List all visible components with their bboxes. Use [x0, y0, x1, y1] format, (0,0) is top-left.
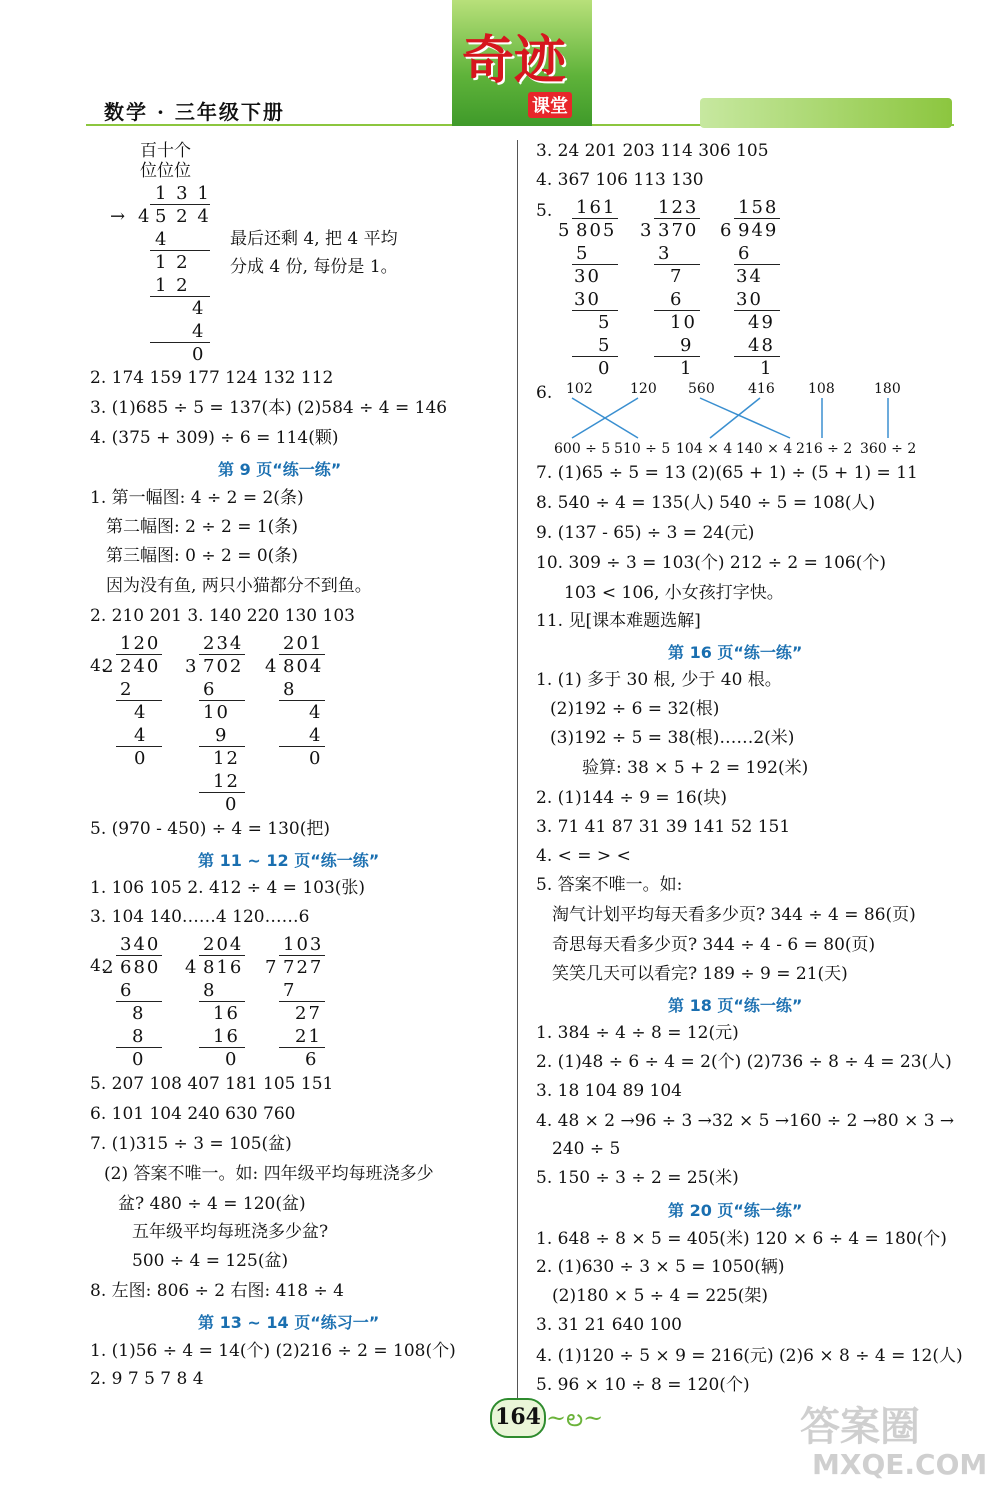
- book-title: 数学 · 三年级下册: [104, 100, 285, 124]
- step: 4: [155, 229, 169, 250]
- step: 30: [574, 266, 601, 287]
- long-division-524: [110, 182, 230, 365]
- step: 1: [680, 358, 694, 379]
- divisor: 3: [185, 656, 199, 677]
- p16-answer-5c: 奇思每天看多少页? 344 ÷ 4 - 6 = 80(页): [552, 935, 876, 955]
- p16-answer-5b: 淘气计划平均每天看多少页? 344 ÷ 4 = 86(页): [552, 905, 916, 925]
- step: 49: [748, 312, 775, 333]
- p9-answer-1a: 1. 第一幅图: 4 ÷ 2 = 2(条): [90, 488, 304, 508]
- p11-answer-1: 1. 106 105 2. 412 ÷ 4 = 103(张): [90, 878, 366, 898]
- step: 4: [309, 725, 323, 746]
- dividend: 816: [203, 957, 244, 978]
- step: 0: [598, 358, 612, 379]
- logo-subtext: 课堂: [528, 92, 572, 118]
- step: 12: [213, 771, 240, 792]
- r-answer-8: 8. 540 ÷ 4 = 135(人) 540 ÷ 5 = 108(人): [536, 493, 876, 513]
- r-answer-3: 3. 24 201 203 114 306 105: [536, 141, 769, 161]
- dividend: 680: [120, 957, 161, 978]
- divisor: 2: [102, 957, 116, 978]
- step: 6: [670, 289, 684, 310]
- step: 7: [670, 266, 684, 287]
- quotient: 234: [203, 633, 244, 654]
- step: 4: [309, 702, 323, 723]
- p11-answer-7c: 盆? 480 ÷ 4 = 120(盆): [118, 1194, 306, 1214]
- step: 1 2: [155, 275, 190, 296]
- dividend: 370: [658, 220, 699, 241]
- step: 8: [132, 1026, 146, 1047]
- dividend: 805: [576, 220, 617, 241]
- p16-answer-1a: 1. (1) 多于 30 根, 少于 40 根。: [536, 670, 782, 690]
- long-division-370: [640, 196, 730, 379]
- step: 0: [225, 1049, 239, 1070]
- step: 9: [215, 725, 229, 746]
- section-title-p18: 第 18 页“练一练”: [668, 996, 803, 1015]
- long-division-804: [265, 632, 345, 792]
- step: 48: [748, 335, 775, 356]
- match-top-3: 560: [688, 381, 715, 397]
- step: 6: [738, 243, 752, 264]
- p9-answer-2: 2. 210 201 3. 140 220 130 103: [90, 606, 355, 626]
- p16-answer-2: 2. (1)144 ÷ 9 = 16(块): [536, 788, 727, 808]
- p20-answer-2a: 2. (1)630 ÷ 3 × 5 = 1050(辆): [536, 1257, 785, 1277]
- divisor: 4: [185, 957, 199, 978]
- divisor: 4: [265, 656, 279, 677]
- match-bot-4: 140 × 4: [736, 441, 793, 457]
- p16-answer-1c: (3)192 ÷ 5 = 38(根)……2(米): [550, 728, 795, 748]
- r-answer-10b: 103 < 106, 小女孩打字快。: [564, 583, 784, 603]
- quotient: 201: [283, 633, 324, 654]
- match-top-1: 102: [566, 381, 593, 397]
- arrow-icon: →: [110, 206, 128, 227]
- step: 21: [295, 1026, 322, 1047]
- p9-answer-1b: 第二幅图: 2 ÷ 2 = 1(条): [106, 517, 298, 537]
- step: 6: [305, 1049, 319, 1070]
- p11-answer-4-label: 4.: [90, 956, 107, 976]
- p16-answer-4: 4. < = > <: [536, 846, 631, 866]
- step: 34: [736, 266, 763, 287]
- p13-answer-2: 2. 9 7 5 7 8 4: [90, 1369, 204, 1389]
- column-divider: [517, 140, 518, 1410]
- quotient: 120: [120, 633, 161, 654]
- r-answer-4: 4. 367 106 113 130: [536, 170, 704, 190]
- p13-answer-1: 1. (1)56 ÷ 4 = 14(个) (2)216 ÷ 2 = 108(个): [90, 1341, 456, 1361]
- p9-answer-4-label: 4.: [90, 656, 107, 676]
- p11-answer-7a: 7. (1)315 ÷ 3 = 105(盆): [90, 1134, 292, 1154]
- logo-text: 奇迹: [462, 30, 567, 91]
- dividend: 5 2 4: [155, 206, 211, 227]
- answer-3: 3. (1)685 ÷ 5 = 137(本) (2)584 ÷ 4 = 146: [90, 398, 448, 418]
- p11-answer-6: 6. 101 104 240 630 760: [90, 1104, 296, 1124]
- divisor: 7: [265, 957, 279, 978]
- note-line-1: 最后还剩 4, 把 4 平均: [230, 229, 398, 249]
- p11-answer-5: 5. 207 108 407 181 105 151: [90, 1074, 334, 1094]
- match-bot-6: 360 ÷ 2: [860, 441, 917, 457]
- long-division-240: [102, 632, 182, 792]
- step: 5: [576, 243, 590, 264]
- quotient: 1 3 1: [155, 183, 211, 204]
- long-division-727: [265, 933, 345, 1073]
- p20-answer-3: 3. 31 21 640 100: [536, 1315, 682, 1335]
- step: 4: [192, 298, 206, 319]
- quotient: 158: [738, 197, 779, 218]
- step: 8: [132, 1003, 146, 1024]
- p16-answer-3: 3. 71 41 87 31 39 141 52 151: [536, 817, 791, 837]
- p11-answer-7d: 五年级平均每班浇多少盆?: [132, 1222, 329, 1242]
- place-label-2: 位位位: [140, 161, 191, 181]
- watermark-logo: 答案圈: [800, 1404, 920, 1450]
- p16-answer-5d: 笑笑几天可以看完? 189 ÷ 9 = 21(天): [552, 964, 848, 984]
- divisor: 6: [720, 220, 734, 241]
- p9-answer-1d: 因为没有鱼, 两只小猫都分不到鱼。: [106, 576, 372, 596]
- dividend: 240: [120, 656, 161, 677]
- match-bot-1: 600 ÷ 5: [554, 441, 611, 457]
- p18-answer-4b: 240 ÷ 5: [552, 1139, 621, 1159]
- quotient: 204: [203, 934, 244, 955]
- quotient: 123: [658, 197, 699, 218]
- step: 10: [670, 312, 697, 333]
- divisor: 2: [102, 656, 116, 677]
- p16-answer-1b: (2)192 ÷ 6 = 32(根): [550, 699, 720, 719]
- step: 8: [283, 679, 297, 700]
- dividend: 727: [283, 957, 324, 978]
- section-title-p9: 第 9 页“练一练”: [218, 460, 342, 479]
- swirl-icon: ~ల~: [546, 1404, 604, 1432]
- step: 5: [598, 335, 612, 356]
- step: 0: [192, 344, 206, 365]
- match-top-6: 180: [874, 381, 901, 397]
- long-division-816: [185, 933, 265, 1073]
- step: 30: [736, 289, 763, 310]
- r-answer-6-label: 6.: [536, 383, 553, 403]
- section-title-p16: 第 16 页“练一练”: [668, 643, 803, 662]
- p11-answer-8: 8. 左图: 806 ÷ 2 右图: 418 ÷ 4: [90, 1281, 344, 1301]
- r-answer-5-label: 5.: [536, 201, 553, 221]
- p11-answer-3: 3. 104 140……4 120……6: [90, 907, 310, 927]
- brand-logo: [452, 0, 592, 126]
- note-line-2: 分成 4 份, 每份是 1。: [230, 257, 398, 277]
- step: 4: [192, 321, 206, 342]
- step: 16: [213, 1026, 240, 1047]
- step: 7: [283, 980, 297, 1001]
- step: 4: [134, 702, 148, 723]
- section-title-p13: 第 13 ~ 14 页“练习一”: [198, 1313, 380, 1332]
- p18-answer-1: 1. 384 ÷ 4 ÷ 8 = 12(元): [536, 1023, 739, 1043]
- match-top-5: 108: [808, 381, 835, 397]
- step: 8: [203, 980, 217, 1001]
- long-division-949: [720, 196, 810, 379]
- quotient: 340: [120, 934, 161, 955]
- p18-answer-3: 3. 18 104 89 104: [536, 1081, 682, 1101]
- step: 16: [213, 1003, 240, 1024]
- dividend: 949: [738, 220, 779, 241]
- match-bot-2: 510 ÷ 5: [614, 441, 671, 457]
- step: 12: [213, 748, 240, 769]
- section-title-p11: 第 11 ~ 12 页“练一练”: [198, 851, 380, 870]
- divisor: 3: [640, 220, 654, 241]
- p9-answer-1c: 第三幅图: 0 ÷ 2 = 0(条): [106, 546, 298, 566]
- step: 6: [203, 679, 217, 700]
- p9-answer-5: 5. (970 - 450) ÷ 4 = 130(把): [90, 819, 330, 839]
- header-decoration: [700, 98, 952, 128]
- step: 30: [574, 289, 601, 310]
- p20-answer-1: 1. 648 ÷ 8 × 5 = 405(米) 120 × 6 ÷ 4 = 180(个): [536, 1229, 947, 1249]
- step: 3: [658, 243, 672, 264]
- step: 1: [760, 358, 774, 379]
- answer-4: 4. (375 + 309) ÷ 6 = 114(颗): [90, 428, 339, 448]
- p11-answer-7e: 500 ÷ 4 = 125(盆): [132, 1251, 289, 1271]
- match-top-2: 120: [630, 381, 657, 397]
- p18-answer-2: 2. (1)48 ÷ 6 ÷ 4 = 2(个) (2)736 ÷ 8 ÷ 4 = 23(人): [536, 1052, 952, 1072]
- step: 5: [598, 312, 612, 333]
- step: 10: [203, 702, 230, 723]
- r-answer-10a: 10. 309 ÷ 3 = 103(个) 212 ÷ 2 = 106(个): [536, 553, 887, 573]
- r-answer-11: 11. 见[课本难题选解]: [536, 611, 701, 631]
- page-number: 164: [490, 1398, 546, 1438]
- divisor: 4: [138, 206, 152, 227]
- step: 2: [120, 679, 134, 700]
- divisor: 5: [558, 220, 572, 241]
- quotient: 103: [283, 934, 324, 955]
- p11-answer-7b: (2) 答案不唯一。如: 四年级平均每班浇多少: [104, 1164, 434, 1184]
- step: 0: [132, 1049, 146, 1070]
- step: 27: [295, 1003, 322, 1024]
- p18-answer-4a: 4. 48 × 2 →96 ÷ 3 →32 × 5 →160 ÷ 2 →80 × 3 →: [536, 1111, 955, 1131]
- section-title-p20: 第 20 页“练一练”: [668, 1201, 803, 1220]
- match-bot-3: 104 × 4: [676, 441, 733, 457]
- p20-answer-2b: (2)180 × 5 ÷ 4 = 225(架): [552, 1286, 769, 1306]
- place-label-1: 百十个: [140, 141, 191, 161]
- quotient: 161: [576, 197, 617, 218]
- dividend: 702: [203, 656, 244, 677]
- p16-answer-1d: 验算: 38 × 5 + 2 = 192(米): [582, 758, 809, 778]
- r-answer-9: 9. (137 - 65) ÷ 3 = 24(元): [536, 523, 755, 543]
- p20-answer-4: 4. (1)120 ÷ 5 × 9 = 216(元) (2)6 × 8 ÷ 4 = 12(人): [536, 1346, 963, 1366]
- step: 1 2: [155, 252, 190, 273]
- long-division-702: [185, 632, 265, 815]
- p18-answer-5: 5. 150 ÷ 3 ÷ 2 = 25(米): [536, 1168, 739, 1188]
- step: 6: [120, 980, 134, 1001]
- watermark-url: MXQE.COM: [812, 1448, 988, 1481]
- answer-2: 2. 174 159 177 124 132 112: [90, 368, 334, 388]
- p20-answer-5: 5. 96 × 10 ÷ 8 = 120(个): [536, 1375, 750, 1395]
- dividend: 804: [283, 656, 324, 677]
- step: 0: [134, 748, 148, 769]
- long-division-805: [558, 196, 648, 379]
- step: 0: [225, 794, 239, 815]
- p16-answer-5a: 5. 答案不唯一。如:: [536, 875, 683, 895]
- step: 4: [134, 725, 148, 746]
- step: 0: [309, 748, 323, 769]
- long-division-680: [102, 933, 182, 1073]
- match-top-4: 416: [748, 381, 775, 397]
- match-bot-5: 216 ÷ 2: [796, 441, 853, 457]
- step: 9: [680, 335, 694, 356]
- r-answer-7: 7. (1)65 ÷ 5 = 13 (2)(65 + 1) ÷ (5 + 1) = 11: [536, 463, 918, 483]
